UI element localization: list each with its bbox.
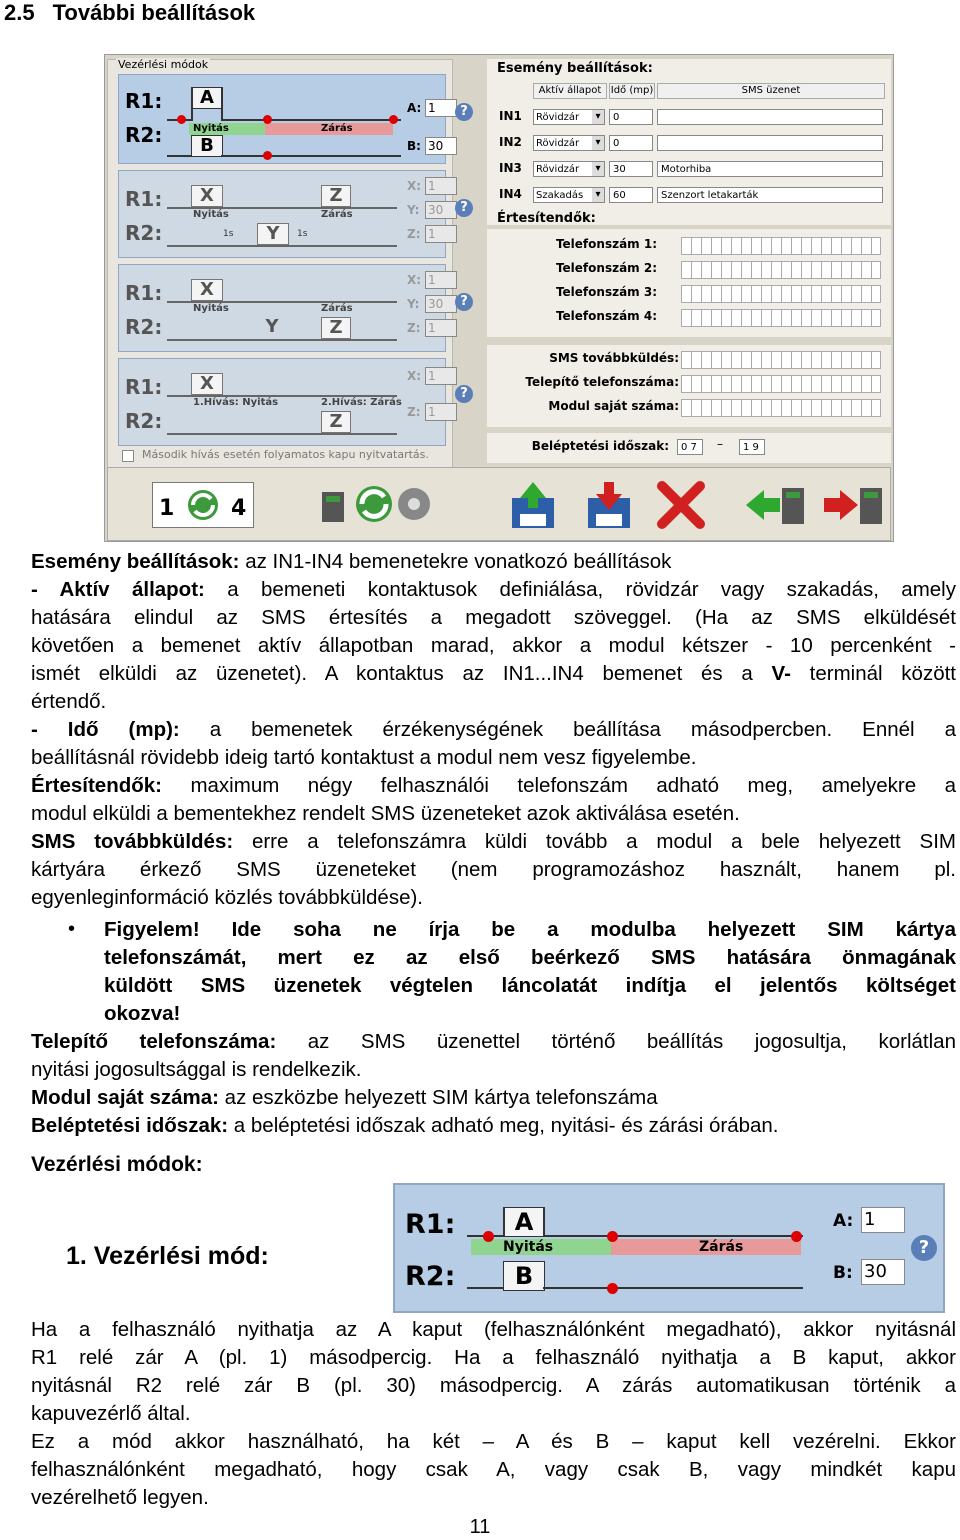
b-field-input[interactable]: 30 [425,137,457,155]
text-line: kapuvezérlő által. [31,1402,191,1425]
phone-1-label: Telefonszám 1: [555,237,657,251]
relay-2-label: R2: [125,315,163,339]
toolbar [107,467,891,541]
input-4-time-input[interactable]: 60 [609,187,653,203]
input-2-sms-input[interactable] [657,135,883,151]
installer-term: Telepítő telefonszáma: [31,1030,277,1053]
forward-group [487,345,891,427]
z-field-label: Z: [407,227,421,241]
input-3-sms-input[interactable]: Motorhiba [657,161,883,177]
input-4-label: IN4 [499,187,522,201]
phone-2-input[interactable] [681,261,881,279]
warning-paragraph [104,916,956,1028]
module-number-input[interactable] [681,399,881,417]
gate-a-box: A [503,1207,545,1237]
mode-1-screenshot [393,1183,945,1313]
save-upload-icon[interactable] [508,480,558,530]
open-bar: Nyitás [471,1239,611,1255]
text-line: az eszközbe helyezett SIM kártya telefonszáma [218,1086,658,1109]
text-line: a beléptetési időszak adható meg, nyitási- és zárási órában. [228,1114,779,1137]
text-line: ismét elküldi az üzenetet). A kontaktus az IN1...IN4 bemenet és a [31,662,772,685]
sms-forward-label: SMS továbbküldés: [549,351,679,365]
a-field-label: A: [407,101,422,115]
z-field-input[interactable]: 1 [425,319,457,337]
read-module-icon[interactable] [742,480,808,530]
input-1-state-select[interactable]: Rövidzár ▾ [533,109,605,125]
text-line: Ez a mód akkor használható, ha két – A és B – kaput kell vezérelni. Ekkor [31,1430,956,1453]
text-line: a bemenetek érzékenységének beállítása másodpercben. Ennél a [179,718,956,741]
gate-y-box: Y [265,316,279,337]
x-field-input[interactable]: 1 [425,271,457,289]
input-1-time-input[interactable]: 0 [609,109,653,125]
mode-1-description [31,1316,956,1428]
phone-3-label: Telefonszám 3: [555,285,657,299]
help-icon[interactable]: ? [455,385,473,403]
help-icon[interactable]: ? [455,293,473,311]
gate-a-box: A [191,87,223,109]
control-mode-2[interactable] [118,170,446,258]
phone-1-input[interactable] [681,237,881,255]
z-field-input[interactable]: 1 [425,403,457,421]
text-line: nyitásnál R2 relé zár B (pl. 30) másodpercig. A zárás automatikusan történik a [31,1374,956,1397]
input-range-icon[interactable] [152,482,254,528]
svg-text:1: 1 [159,496,175,521]
y-field-label: Y: [407,297,420,311]
open-label: Nyitás [193,209,229,220]
text-line: vezérelhető legyen. [31,1486,209,1509]
gate-x-box: X [191,373,223,395]
input-2-time-input[interactable]: 0 [609,135,653,151]
gate-x-box: X [191,279,223,301]
entry-period-term: Beléptetési időszak: [31,1114,229,1137]
write-module-icon[interactable] [818,480,884,530]
text-line: nyitási jogosultsággal is rendelkezik. [31,1058,362,1081]
delete-icon[interactable] [654,478,708,532]
y-field-input[interactable]: 30 [425,201,457,219]
module-number-term: Modul saját száma: [31,1086,219,1109]
help-icon[interactable]: ? [911,1235,937,1261]
control-mode-4[interactable] [118,358,446,446]
help-icon[interactable]: ? [455,199,473,217]
relay-1-label: R1: [125,187,163,211]
delay-1-label: 1s [223,229,234,239]
phone-2-label: Telefonszám 2: [555,261,657,275]
installer-phone-input[interactable] [681,375,881,393]
column-time: Idő (mp) [609,83,655,99]
b-field-input[interactable]: 30 [861,1259,905,1285]
settings-screenshot [104,54,894,542]
second-call-checkbox[interactable] [122,450,134,462]
event-settings-text: az IN1-IN4 bemenetekre vonatkozó beállítások [239,550,672,573]
text-line: hatására elindul az SMS értesítés a megadott szöveggel. (Ha az SMS elküldését [31,606,956,629]
x-field-input[interactable]: 1 [425,177,457,195]
relay-2-label: R2: [125,409,163,433]
second-call-checkbox-label: Második hívás esetén folyamatos kapu nyitvatartás. [142,448,429,461]
entry-to-input[interactable]: 1 9 [739,439,765,455]
section-title: További beállítások [52,0,256,25]
input-4-state-select[interactable]: Szakadás ▾ [533,187,605,203]
relay-1-label: R1: [125,281,163,305]
installer-phone-label: Telepítő telefonszáma: [525,375,679,389]
section-heading [4,0,273,26]
column-active-state: Aktív állapot [533,83,607,99]
text-line: felhasználónként megadható, hogy csak A, vagy csak B, vagy mindkét kapu [31,1458,956,1481]
control-modes-title: Vezérlési módok [118,58,209,71]
entry-period-paragraph [31,1112,956,1140]
event-settings-term: Esemény beállítások: [31,550,240,573]
text-line: erre a telefonszámra küldi tovább a modul a bele helyezett SIM [233,830,956,853]
section-number: 2.5 [4,0,35,25]
close-label: Zárás [321,209,353,220]
module-refresh-icon[interactable] [318,478,438,530]
control-mode-1[interactable] [118,74,446,164]
first-call-label: 1.Hívás: Nyitás [193,397,279,408]
phone-4-label: Telefonszám 4: [555,309,657,323]
relay-2-label: R2: [405,1261,456,1292]
entry-period-label: Beléptetési időszak: [531,439,669,453]
relay-2-label: R2: [125,123,163,147]
phone-4-input[interactable] [681,309,881,327]
b-field-label: B: [407,139,421,153]
relay-1-label: R1: [125,375,163,399]
open-label: Nyitás [193,303,229,314]
text-line: kártyára érkező SMS üzeneteket (nem programozáshoz használt, hanem pl. [31,858,956,881]
gate-z-box: Z [321,185,351,207]
save-download-icon[interactable] [584,480,634,530]
relay-2-label: R2: [125,221,163,245]
mode-1-usage [31,1428,956,1512]
active-state-paragraph [31,576,956,716]
relay-1-label: R1: [405,1209,456,1240]
input-2-state-select[interactable]: Rövidzár ▾ [533,135,605,151]
x-field-label: X: [407,179,422,193]
x-field-label: X: [407,369,422,383]
input-1-label: IN1 [499,109,522,123]
text-line: R1 relé zár A (pl. 1) másodpercig. Ha a felhasználó nyithatja a B kaput, akkor [31,1346,956,1369]
entry-period-group [487,433,891,463]
input-2-label: IN2 [499,135,522,149]
input-3-label: IN3 [499,161,522,175]
active-state-term: - Aktív állapot: [31,578,205,601]
gate-z-box: Z [321,411,351,433]
gate-b-box: B [191,135,223,157]
delay-2-label: 1s [297,229,308,239]
text-line: beállításnál rövidebb ideig tartó kontaktust a modul nem vesz figyelembe. [31,746,697,769]
notify-paragraph [31,772,956,828]
phone-3-input[interactable] [681,285,881,303]
text-line: követően a bemenet aktív állapotban marad, akkor a modul kétszer - 10 percenként - [31,634,956,657]
gate-y-box: Y [257,223,289,245]
entry-dash: – [717,437,723,451]
module-number-paragraph [31,1084,956,1112]
event-settings-group [487,59,891,225]
text-line: egyenleginformáció közlés továbbküldése). [31,886,424,909]
notify-title: Értesítendők: [497,211,596,226]
gate-b-box: B [503,1261,545,1291]
b-field-label: B: [833,1263,853,1283]
z-field-label: Z: [407,405,421,419]
a-field-input[interactable]: 1 [861,1207,905,1233]
event-settings-paragraph [31,548,956,576]
time-term: - Idő (mp): [31,718,180,741]
y-field-input[interactable]: 30 [425,295,457,313]
module-number-label: Modul saját száma: [548,399,679,413]
close-bar: Zárás [611,1239,801,1255]
a-field-label: A: [833,1211,854,1231]
input-3-time-input[interactable]: 30 [609,161,653,177]
text-line: az SMS üzenettel történő beállítás jogosultja, korlátlan [276,1030,956,1053]
sms-forward-paragraph [31,828,956,912]
open-bar: Nyitás [189,123,265,135]
y-field-label: Y: [407,203,420,217]
sms-forward-term: SMS továbbküldés: [31,830,234,853]
control-mode-3[interactable] [118,264,446,352]
close-bar: Zárás [265,123,393,135]
control-modes-heading: Vezérlési módok: [31,1153,203,1176]
control-modes-group [107,59,453,471]
text-line: a bemeneti kontaktusok definiálása, rövidzár vagy szakadás, amely [204,578,956,601]
terminal-term: V- [771,662,791,685]
sms-forward-input[interactable] [681,351,881,369]
help-icon[interactable]: ? [455,103,473,121]
installer-paragraph [31,1028,956,1084]
text-line: okozva! [104,1002,181,1025]
svg-text:4: 4 [231,496,247,521]
time-paragraph [31,716,956,772]
text-line: Figyelem! Ide soha ne írja be a modulba helyezett SIM kártya [104,918,956,941]
a-field-input[interactable]: 1 [425,99,457,117]
text-line: küldött SMS üzenetek végtelen láncolatát indítja el jelentős költséget [104,974,956,997]
column-sms: SMS üzenet [657,83,885,99]
gate-x-box: X [191,185,223,207]
input-1-sms-input[interactable] [657,109,883,125]
close-label: Zárás [321,303,353,314]
second-call-label: 2.Hívás: Zárás [321,397,402,408]
entry-from-input[interactable]: 0 7 [677,439,703,455]
relay-1-label: R1: [125,89,163,113]
page-number: 11 [469,1516,491,1538]
input-4-sms-input[interactable]: Szenzort letakarták [657,187,883,203]
mode-1-heading: 1. Vezérlési mód: [66,1242,269,1270]
text-line: telefonszámát, mert ez az első beérkező SMS hatására önmagának [104,946,956,969]
text-line: terminál között [790,662,956,685]
x-field-label: X: [407,273,422,287]
gate-z-box: Z [321,317,351,339]
notify-group [487,229,891,337]
text-line: maximum négy felhasználói telefonszám adható meg, amelyekre a [162,774,956,797]
z-field-input[interactable]: 1 [425,225,457,243]
text-line: modul elküldi a bementekhez rendelt SMS üzeneteket azok aktiválása esetén. [31,802,740,825]
input-3-state-select[interactable]: Rövidzár ▾ [533,161,605,177]
notify-term: Értesítendők: [31,774,162,797]
event-settings-title: Esemény beállítások: [497,61,653,76]
text-line: Ha a felhasználó nyithatja az A kaput (felhasználónként megadható), akkor nyitásnál [31,1318,956,1341]
text-line: értendő. [31,690,107,713]
z-field-label: Z: [407,321,421,335]
x-field-input[interactable]: 1 [425,367,457,385]
warning-bullet: • [68,918,76,940]
